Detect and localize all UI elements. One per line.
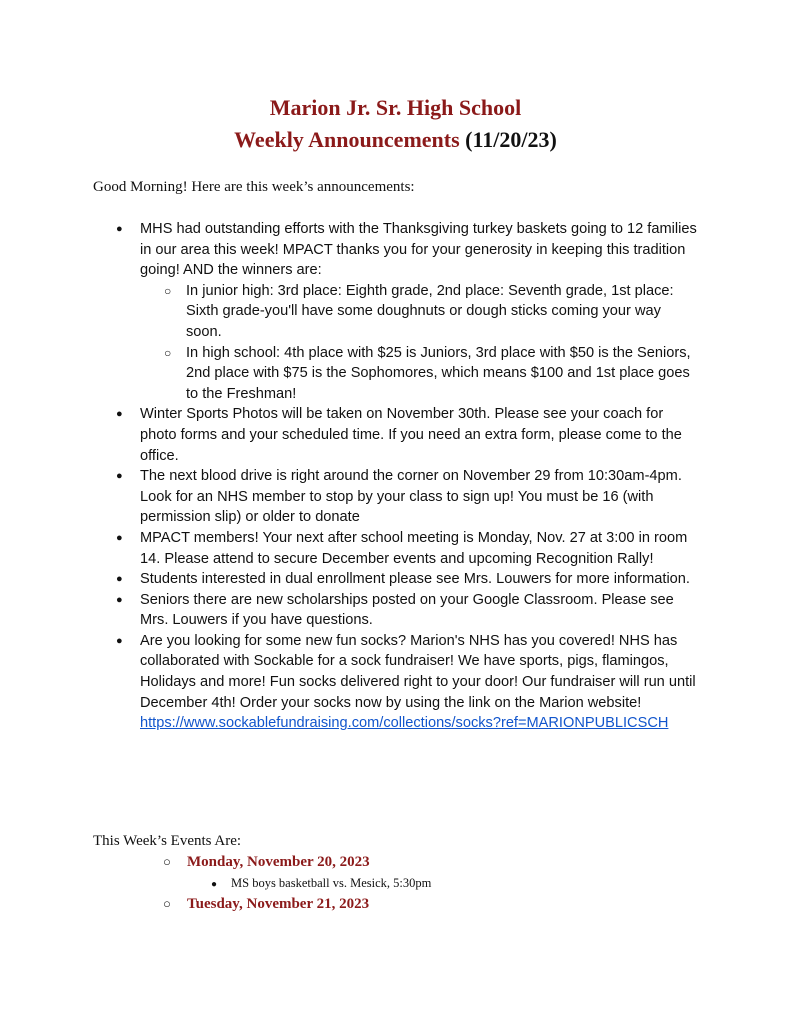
announcement-item-winter-photos [116,404,700,466]
greeting-text: Good Morning! Here are this week’s announcements: [93,179,415,195]
bullet-disc-icon: ● [211,879,218,890]
announcement-text: MHS had outstanding efforts with the Thanksgiving turkey baskets going to 12 families in our area this week! MPACT thanks you for your generosity in keeping this tradition going! AND the winners are: [140,221,697,279]
announcement-item-blood-drive [116,466,700,528]
event-item [211,874,431,894]
event-day-label: Monday, November 20, 2023 [187,854,370,870]
sub-item-text: In high school: 4th place with $25 is Juniors, 3rd place with $50 is the Seniors, 2nd place with $75 is the Sophomores, which means $100 and 1st place goes to the Freshman! [186,344,691,402]
bullet-disc-icon: ● [116,593,123,606]
bullet-disc-icon: ● [116,531,123,544]
announcements-title: Weekly Announcements [234,127,460,152]
bullet-disc-icon: ● [116,573,123,586]
winners-junior-high [164,281,700,343]
bullet-circle-icon: ○ [163,854,171,869]
bullet-circle-icon: ○ [164,345,172,360]
announcements-date: (11/20/23) [465,127,557,152]
event-day-tuesday [163,894,369,914]
event-day-label: Tuesday, November 21, 2023 [187,896,370,912]
announcement-text: Are you looking for some new fun socks? Marion's NHS has you covered! NHS has collaborated with Sockable for a sock fundraiser! We have sports, pigs, flamingos, Holidays and more! Fun socks delivered right to your door! Our fundraiser will run until December 4th! Order your socks now by using the link on the Marion website! [140,632,696,711]
event-item-text: MS boys basketball vs. Mesick, 5:30pm [231,876,432,890]
announcement-item-turkey-baskets [116,219,700,404]
event-day-monday [163,852,370,872]
winners-high-school [164,343,700,405]
announcement-item-mpact-meeting [116,528,700,569]
bullet-disc-icon: ● [116,634,123,647]
bullet-circle-icon: ○ [163,896,171,911]
school-name-heading: Marion Jr. Sr. High School [269,95,522,120]
events-heading: This Week’s Events Are: [93,833,242,849]
sub-item-text: In junior high: 3rd place: Eighth grade, 2nd place: Seventh grade, 1st place: Sixth grade-you'll have some doughnuts or dough sticks coming your way soon. [186,282,674,340]
announcement-text: Seniors there are new scholarships posted on your Google Classroom. Please see Mrs. Louwers if you have questions. [140,591,674,629]
announcement-item-scholarships [116,590,700,631]
sockable-fundraiser-link[interactable]: https://www.sockablefundraising.com/collections/socks?ref=MARIONPUBLICSCH [140,715,669,732]
announcement-text: Students interested in dual enrollment please see Mrs. Louwers for more information. [140,571,690,588]
announcement-text: Winter Sports Photos will be taken on November 30th. Please see your coach for photo forms and your scheduled time. If you need an extra form, please come to the office. [140,406,682,464]
announcement-item-sock-fundraiser [116,631,700,734]
bullet-disc-icon: ● [116,408,123,421]
bullet-disc-icon: ● [116,470,123,483]
announcement-text: The next blood drive is right around the corner on November 29 from 10:30am-4pm. Look for an NHS member to stop by your class to sign up! You must be 16 (with permission slip) or older to donate [140,468,682,526]
announcements-heading [0,125,791,155]
winners-sublist [140,281,700,405]
announcement-list [116,219,700,734]
announcement-text: MPACT members! Your next after school meeting is Monday, Nov. 27 at 3:00 in room 14. Please attend to secure December events and upcoming Recognition Rally! [140,529,688,567]
bullet-disc-icon: ● [116,223,123,235]
bullet-circle-icon: ○ [164,283,172,298]
announcement-item-dual-enrollment [116,569,700,590]
